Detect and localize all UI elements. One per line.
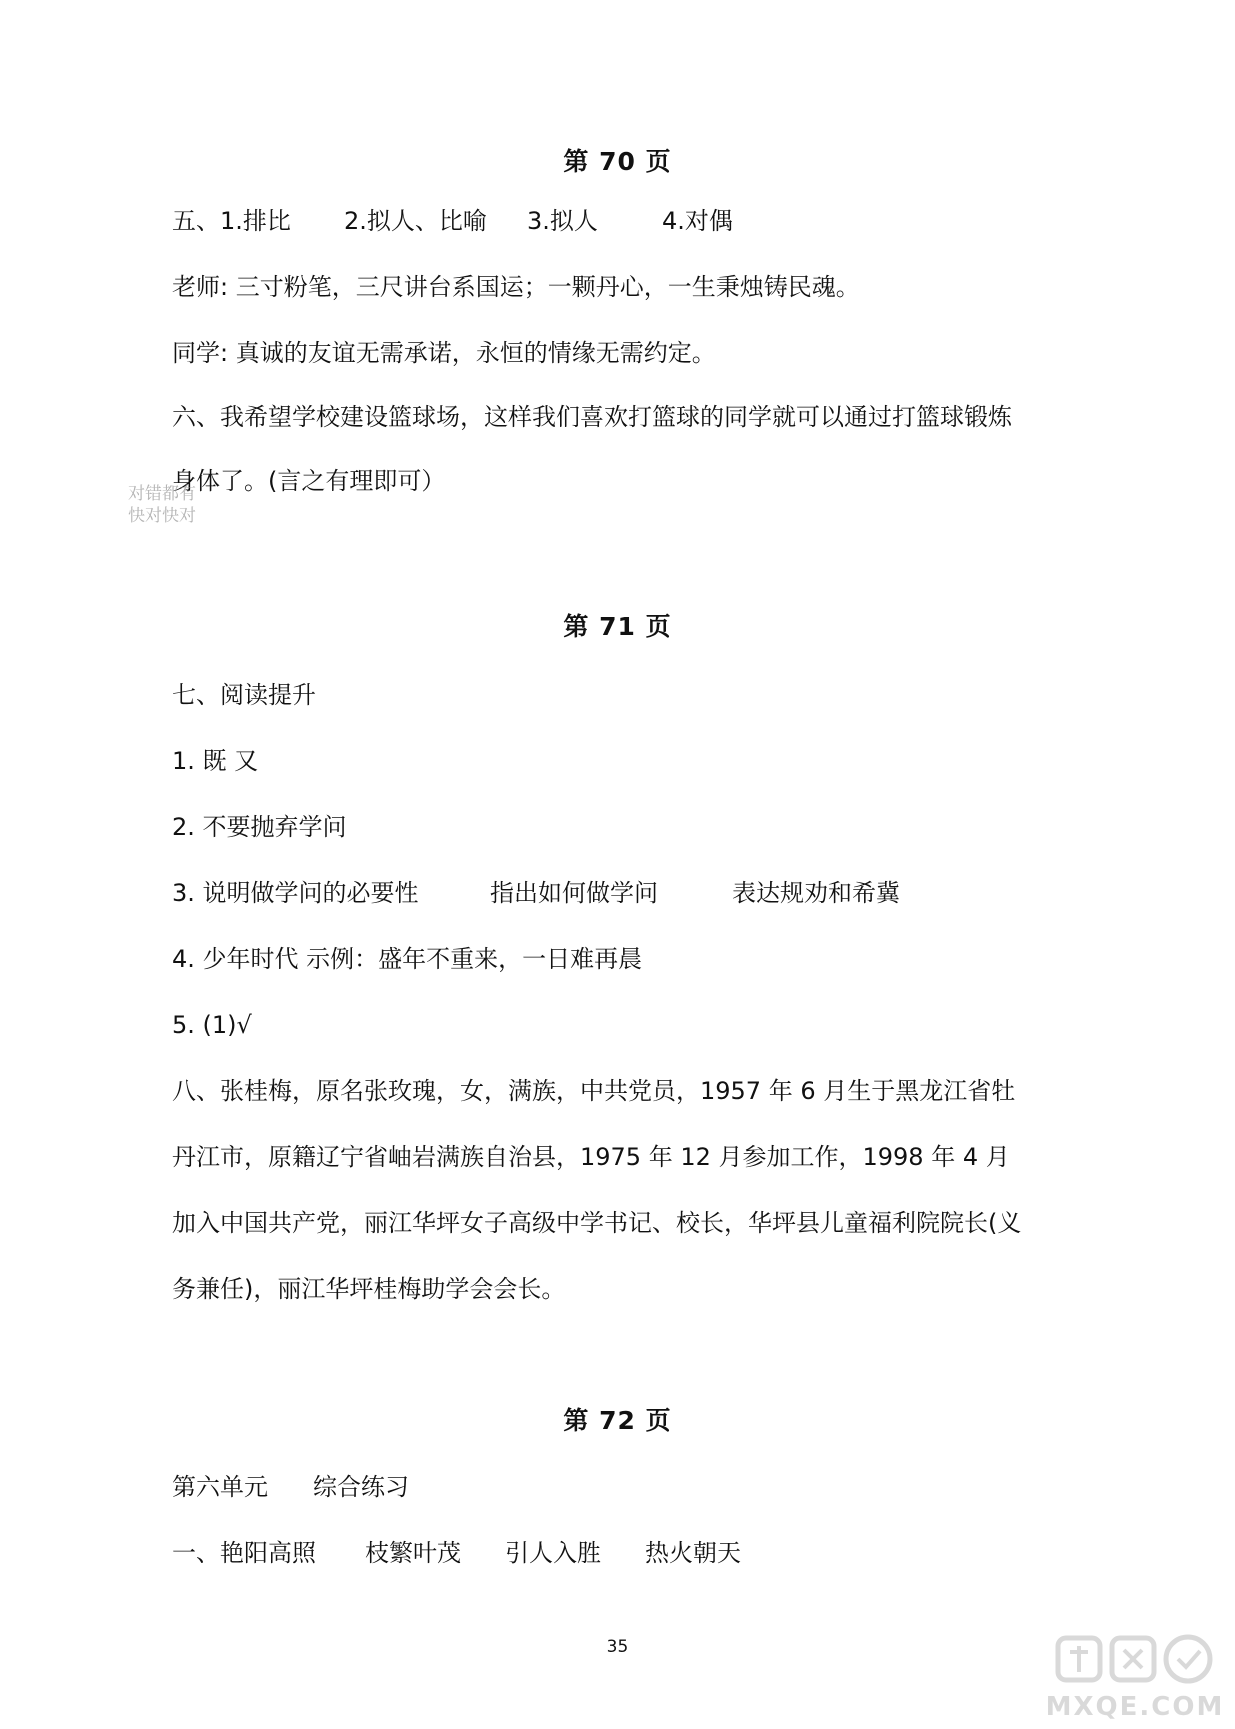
answer-line-q8-4: 务兼任)，丽江华坪桂梅助学会会长。 — [172, 1275, 566, 1303]
section-heading-p71: 第 71 页 — [563, 612, 672, 641]
answer-line-classmate: 同学: 真诚的友谊无需承诺，永恒的情缘无需约定。 — [172, 339, 716, 367]
answer-line-q7-4: 4. 少年时代 示例：盛年不重来，一日难再晨 — [172, 945, 643, 973]
faded-stamp — [128, 483, 258, 527]
stamp-line-1: 对错都有 — [128, 484, 196, 504]
p72-q1-word-1: 一、艳阳高照 — [172, 1539, 316, 1567]
q7-3-part-2: 指出如何做学问 — [490, 879, 658, 907]
q7-3-part-1: 3. 说明做学问的必要性 — [172, 879, 419, 907]
unit-name: 第六单元 — [172, 1473, 268, 1501]
watermark-text: MXQE.COM — [1045, 1692, 1225, 1722]
page-number: 35 — [606, 1637, 629, 1657]
p72-q1-word-4: 热火朝天 — [645, 1539, 741, 1567]
answer-line-q7-2: 2. 不要抛弃学问 — [172, 813, 347, 841]
watermark-logo-icon — [1040, 1630, 1230, 1690]
answer-line-q6-1: 六、我希望学校建设篮球场，这样我们喜欢打篮球的同学就可以通过打篮球锻炼 — [172, 403, 1012, 431]
answer-line-q7-title: 七、阅读提升 — [172, 681, 316, 709]
answer-line-unit — [172, 1470, 409, 1504]
unit-subtitle: 综合练习 — [313, 1473, 409, 1501]
stamp-line-2: 快对快对 — [128, 506, 196, 526]
answer-line-q8-3: 加入中国共产党，丽江华坪女子高级中学书记、校长，华坪县儿童福利院院长(义 — [172, 1209, 1022, 1237]
q5-answer-4: 4.对偶 — [662, 207, 733, 235]
answer-line-q8-2: 丹江市，原籍辽宁省岫岩满族自治县，1975 年 12 月参加工作，1998 年 4 月 — [172, 1143, 1010, 1171]
q5-answer-3: 3.拟人 — [527, 207, 598, 235]
answer-line-q7-5: 5. (1)√ — [172, 1011, 252, 1039]
site-watermark-logo — [1040, 1630, 1230, 1725]
section-heading-p72: 第 72 页 — [563, 1406, 672, 1435]
section-heading-p70: 第 70 页 — [563, 147, 672, 176]
answer-line-q7-1: 1. 既 又 — [172, 747, 259, 775]
p72-q1-word-2: 枝繁叶茂 — [365, 1539, 461, 1567]
answer-line-q8-1: 八、张桂梅，原名张玫瑰，女，满族，中共党员，1957 年 6 月生于黑龙江省牡 — [172, 1077, 1016, 1105]
q5-answer-2: 2.拟人、比喻 — [344, 207, 487, 235]
q7-3-part-3: 表达规劝和希冀 — [732, 879, 900, 907]
answer-line-q5 — [172, 204, 733, 238]
q5-answer-1: 五、1.排比 — [172, 207, 291, 235]
answer-line-q6-2: 身体了。(言之有理即可） — [172, 467, 446, 495]
answer-line-teacher: 老师: 三寸粉笔，三尺讲台系国运；一颗丹心，一生秉烛铸民魂。 — [172, 273, 860, 301]
p72-q1-word-3: 引人入胜 — [505, 1539, 601, 1567]
answer-line-p72-q1 — [172, 1536, 741, 1570]
answer-line-q7-3 — [172, 876, 900, 910]
